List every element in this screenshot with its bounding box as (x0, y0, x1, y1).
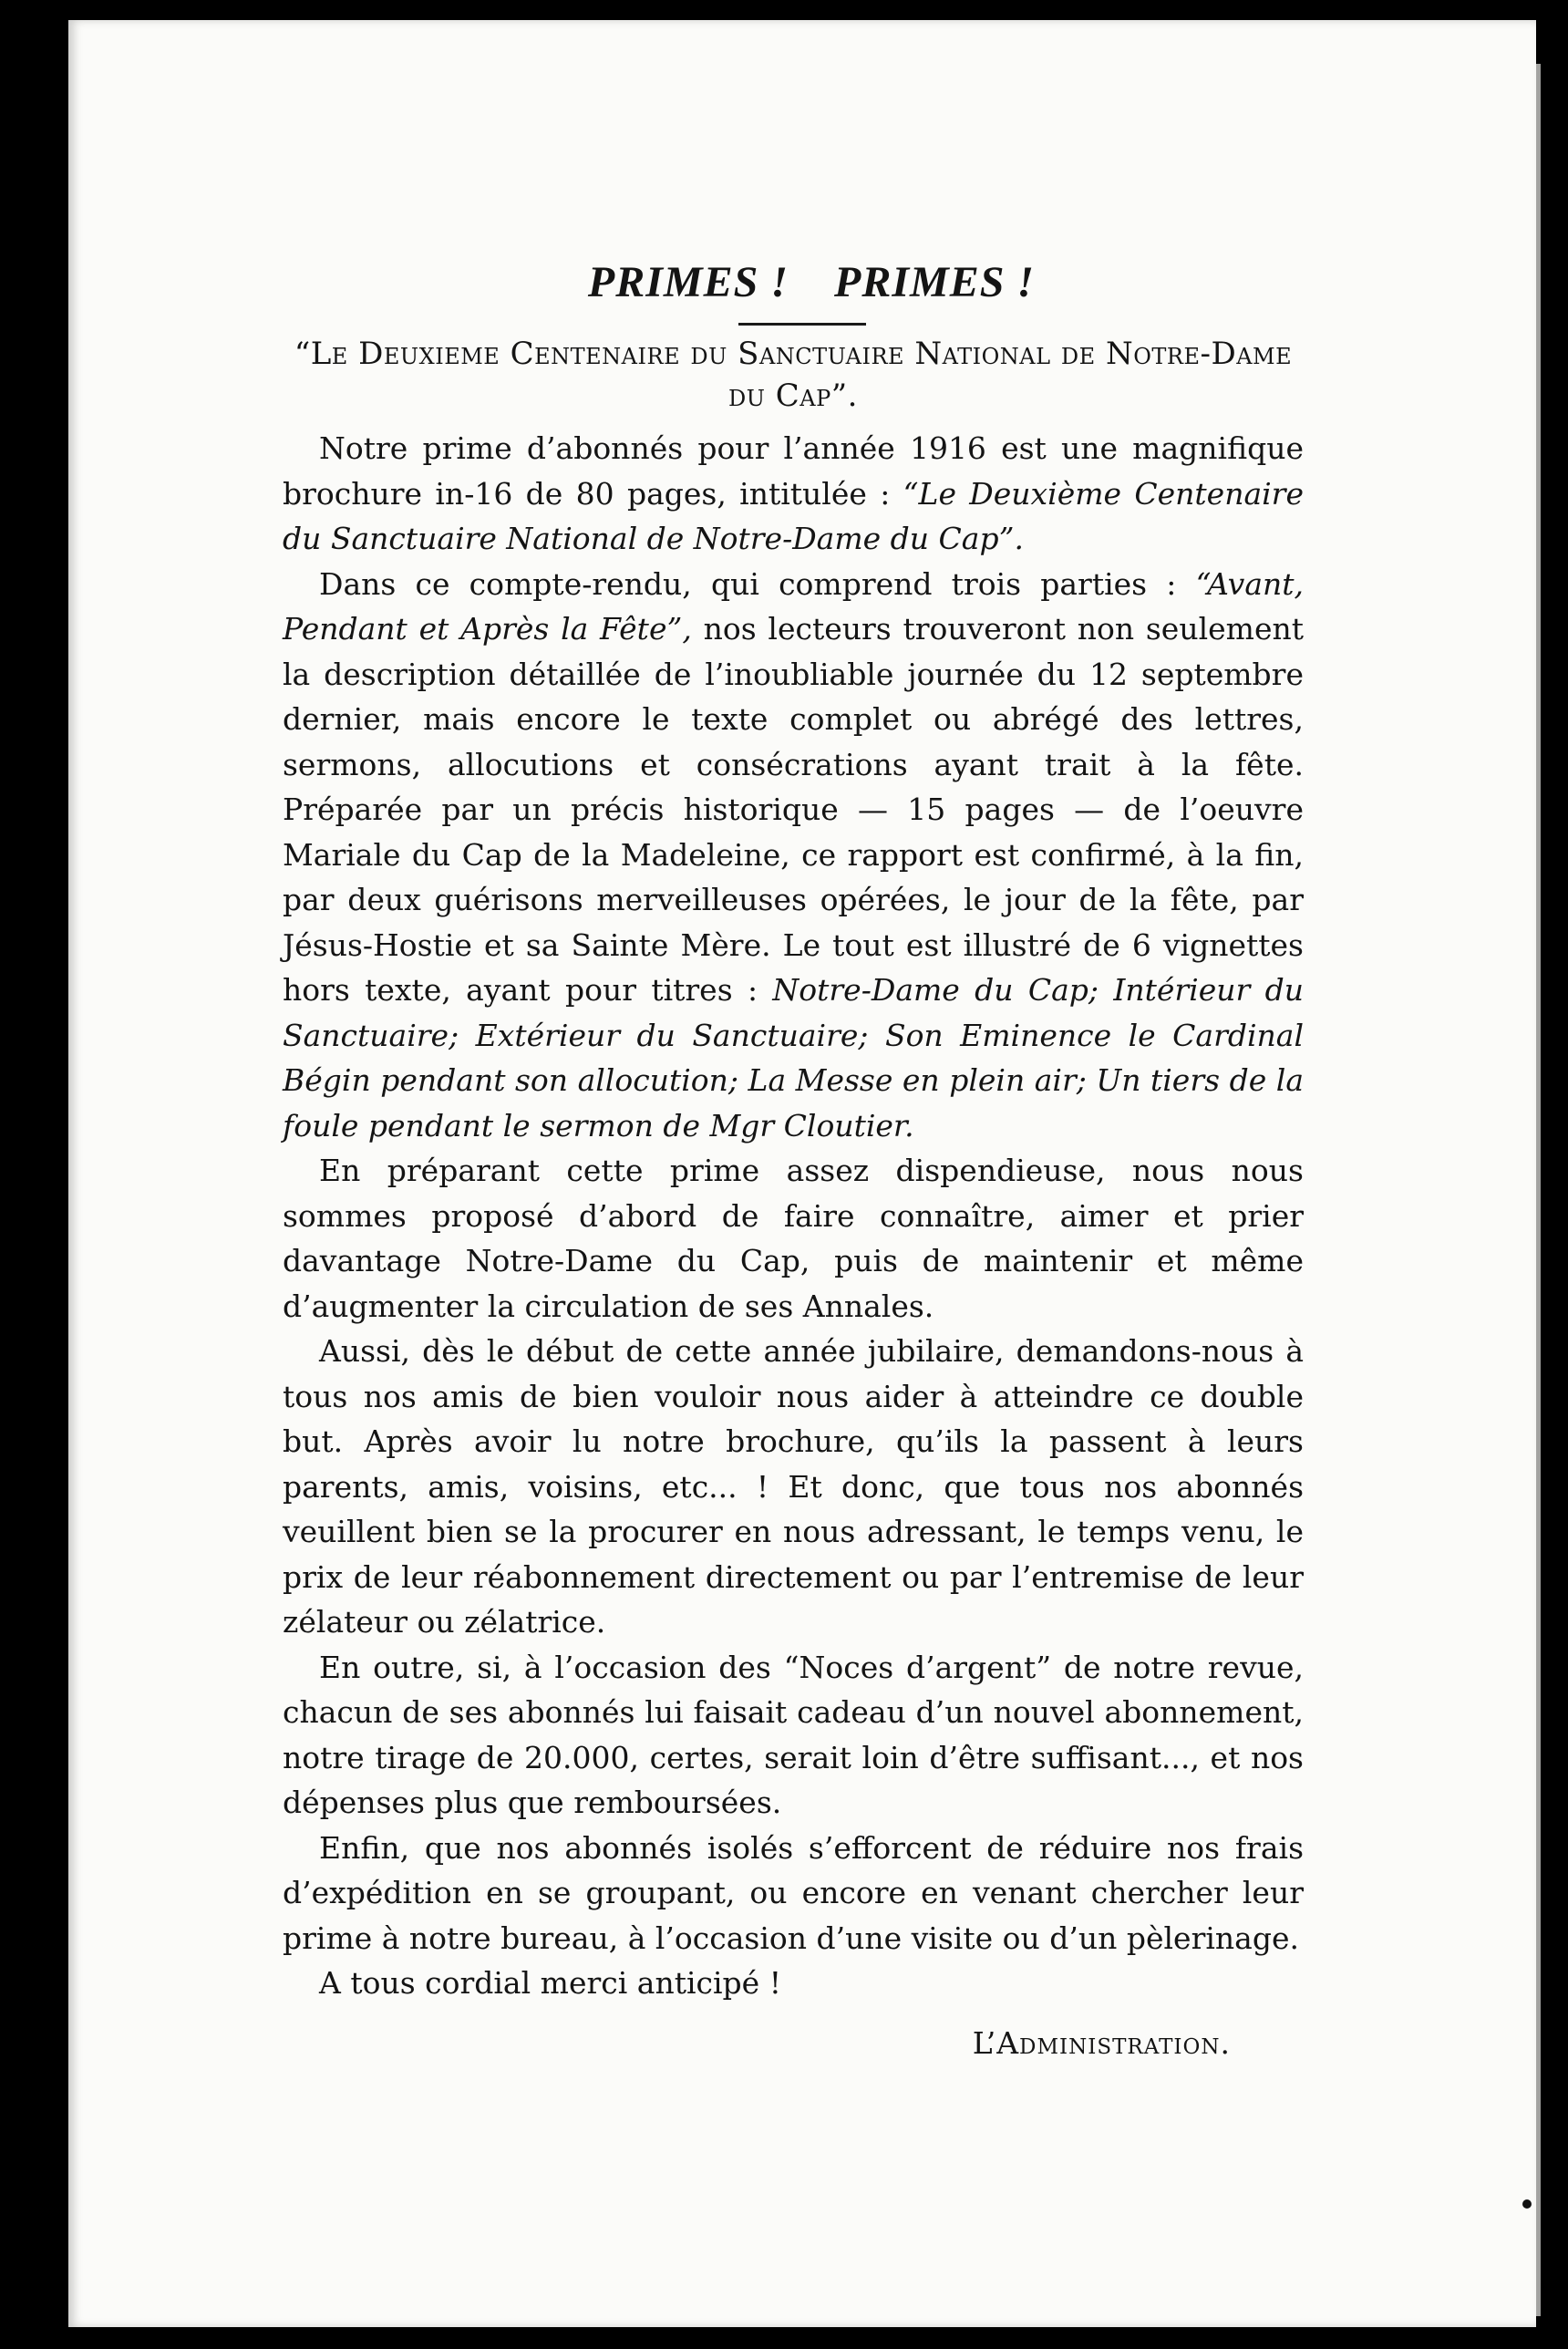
paragraph-7: A tous cordial merci anticipé ! (319, 1965, 781, 2001)
paragraph-1-text: Notre prime d’abonnés pour l’année 1916 est une magnifique brochure in-16 de 80 pages, intitulée : (283, 430, 1304, 512)
scan-speck (1522, 2199, 1532, 2209)
page-title (319, 255, 1304, 310)
paragraph-2 (283, 562, 1304, 1149)
article (283, 255, 1304, 2065)
title-left: PRIMES ! (587, 258, 789, 306)
paragraph-1-brochure-title: “Le Deuxième Centenaire du Sanctuaire National de Notre-Dame du Cap”. (283, 475, 1304, 556)
subtitle: “Le Deuxieme Centenaire du Sanctuaire National de Notre-Dame du Cap”. (294, 336, 1293, 414)
signature: L’Administration. (972, 2024, 1231, 2061)
paragraph-2-text-a: Dans ce compte-rendu, qui comprend trois parties : (319, 565, 1196, 602)
paragraph-5: En outre, si, à l’occasion des “Noces d’argent” de notre revue, chacun de ses abonnés lui faisait cadeau d’un nouvel abonnement, notre tirage de 20.000, certes, serait loin d’être suffisant..., et nos dépenses plus que remboursées. (283, 1649, 1304, 1820)
paragraph-2-text-c: nos lecteurs trouveront non seulement la description détaillée de l’inoubliable journée du 12 septembre dernier, mais encore le texte complet ou abrégé des lettres, sermons, allocutions et consécrations ayant trait à la fête. Préparée par un précis historique — 15 pages — de l’oeuvre Mariale du Cap de la Madeleine, ce rapport est confirmé, à la fin, par deux guérisons merveilleuses opérées, le jour de la fête, par Jésus-Hostie et sa Sainte Mère. Le tout est illustré de 6 vignettes hors texte, ayant pour titres : (283, 611, 1305, 1008)
title-rule (738, 323, 866, 326)
paragraph-2-vignettes: Notre-Dame du Cap; Intérieur du Sanctuaire; Extérieur du Sanctuaire; Son Eminence le Cardinal Bégin pendant son allocution; La Messe en plein air; Un tiers de la foule pendant le sermon de Mgr Cloutier. (283, 972, 1304, 1143)
paragraph-6: Enfin, que nos abonnés isolés s’efforcent de réduire nos frais d’expédition en se groupant, ou encore en venant chercher leur prime à notre bureau, à l’occasion d’une visite ou d’un pèlerinage. (283, 1829, 1304, 1956)
paragraph-1 (283, 426, 1304, 562)
paragraph-3: En préparant cette prime assez dispendieuse, nous nous sommes proposé d’abord de faire connaître, aimer et prier davantage Notre-Dame du Cap, puis de maintenir et même d’augmenter la circulation de ses Annales. (283, 1153, 1304, 1324)
paragraph-4: Aussi, dès le début de cette année jubilaire, demandons-nous à tous nos amis de bien vouloir nous aider à atteindre ce double but. Après avoir lu notre brochure, qu’ils la passent à leurs parents, amis, voisins, etc... ! Et donc, que tous nos abonnés veuillent bien se la procurer en nous adressant, le temps venu, le prix de leur réabonnement directement ou par l’entremise de leur zélateur ou zélatrice. (283, 1333, 1304, 1640)
paragraph-2-parts: “Avant, Pendant et Après la Fête”, (283, 565, 1304, 647)
title-right: PRIMES ! (834, 258, 1036, 306)
